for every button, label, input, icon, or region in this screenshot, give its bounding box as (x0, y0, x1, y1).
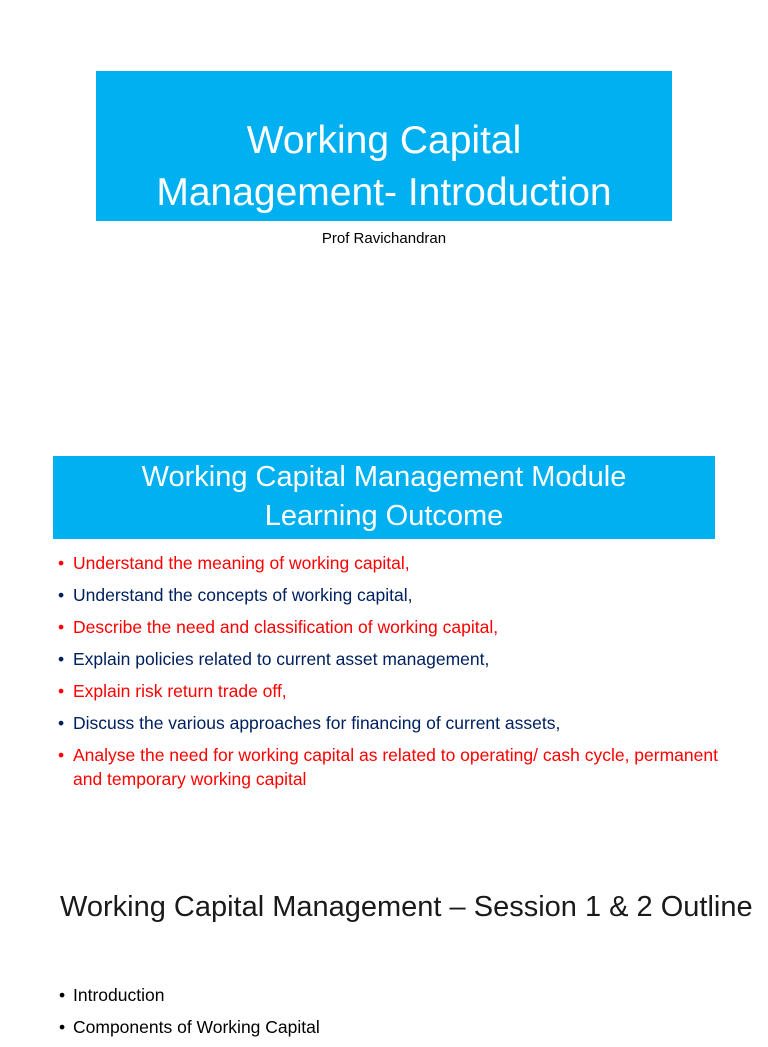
list-item-text: Explain risk return trade off, (73, 681, 287, 701)
list-item (58, 743, 718, 791)
list-item-text: Understand the meaning of working capital, (73, 553, 410, 573)
slide2-title-line2: Learning Outcome (264, 500, 504, 532)
bullet-icon: • (59, 1017, 66, 1037)
slide1-title-line2: Management- Introduction (156, 171, 612, 214)
list-item-text: Explain policies related to current asset management, (73, 649, 490, 669)
list-item (58, 679, 718, 703)
list-item-text: Describe the need and classification of working capital, (73, 617, 499, 637)
list-item (58, 551, 718, 575)
bullet-icon: • (58, 649, 65, 669)
slide2-outcome-list (58, 551, 718, 799)
bullet-icon: • (59, 985, 66, 1005)
list-item (58, 615, 718, 639)
list-item-text: Discuss the various approaches for financing of current assets, (73, 713, 561, 733)
bullet-icon: • (58, 617, 65, 637)
list-item-text: Understand the concepts of working capital, (73, 585, 413, 605)
list-item (59, 983, 739, 1007)
bullet-icon: • (58, 681, 65, 701)
list-item (58, 583, 718, 607)
list-item-text: Components of Working Capital (73, 1017, 320, 1037)
bullet-icon: • (58, 553, 65, 573)
list-item (58, 647, 718, 671)
list-item (59, 1015, 739, 1039)
slide3-title: Working Capital Management – Session 1 & 2 Outline (60, 891, 753, 923)
slide1-author: Prof Ravichandran (321, 230, 447, 247)
list-item-text: Introduction (73, 985, 165, 1005)
slide2-title-box (53, 456, 715, 539)
bullet-icon: • (58, 585, 65, 605)
slide1-title-line1: Working Capital (246, 119, 522, 162)
slide3-outline-list (59, 983, 739, 1047)
bullet-icon: • (58, 713, 65, 733)
list-item (58, 711, 718, 735)
slide1-title-box (96, 71, 672, 221)
bullet-icon: • (58, 745, 65, 765)
slide2-title-line1: Working Capital Management Module (141, 461, 627, 493)
list-item-text: Analyse the need for working capital as related to operating/ cash cycle, permanent and temporary working capital (73, 745, 718, 789)
